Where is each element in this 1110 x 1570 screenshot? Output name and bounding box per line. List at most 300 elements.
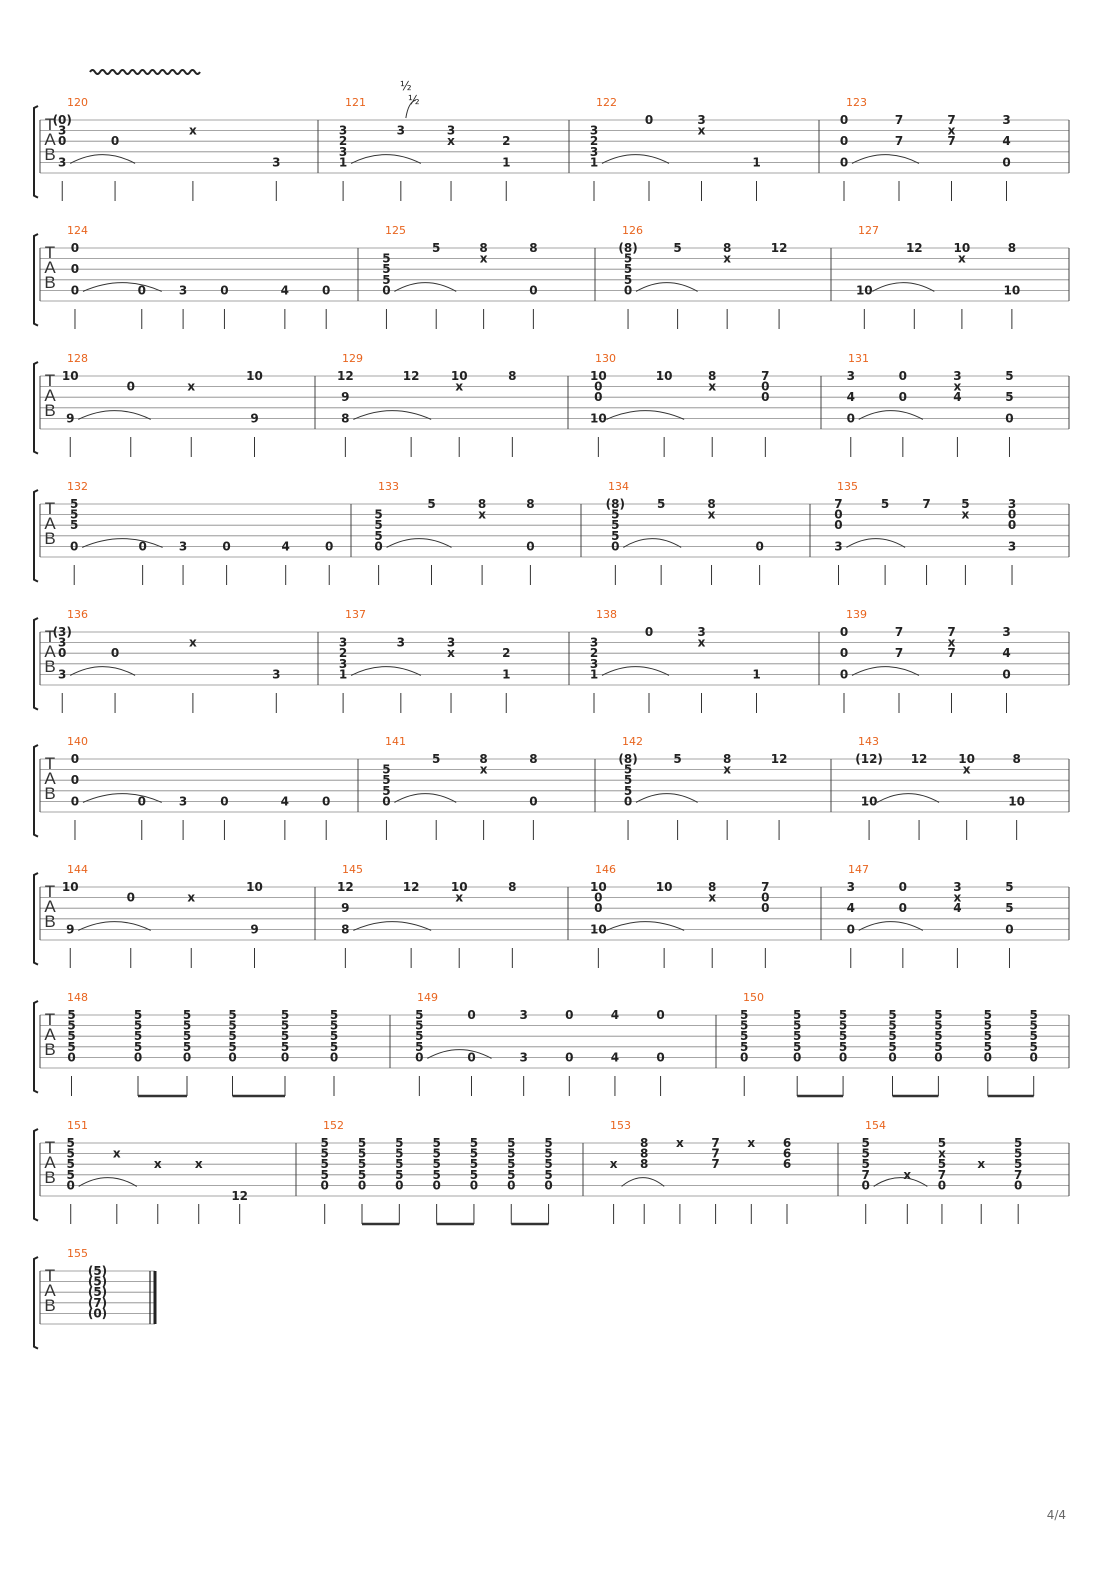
vibrato-marker bbox=[90, 70, 200, 74]
tab-note: x bbox=[708, 379, 717, 394]
tab-note: 5 bbox=[280, 1008, 290, 1022]
tab-clef-letter: T bbox=[44, 371, 56, 390]
tab-note: 5 bbox=[382, 783, 391, 798]
bend-label: ½ bbox=[400, 79, 412, 93]
tab-system bbox=[34, 608, 1069, 713]
tab-note: 5 bbox=[1005, 390, 1014, 405]
tab-note: 5 bbox=[432, 1167, 441, 1182]
tab-note: 5 bbox=[888, 1029, 897, 1044]
tab-note: 5 bbox=[469, 1167, 479, 1182]
tab-note: 7 bbox=[711, 1146, 720, 1161]
tab-clef-letter: T bbox=[44, 882, 56, 901]
tab-note: 0 bbox=[839, 646, 849, 661]
tab-note: 0 bbox=[623, 794, 633, 809]
tab-note: 5 bbox=[469, 1146, 479, 1161]
measure bbox=[374, 480, 534, 585]
tab-note: 5 bbox=[880, 497, 890, 511]
tab-note: 0 bbox=[839, 667, 849, 682]
measure-number: 137 bbox=[345, 608, 366, 621]
tab-note: 0 bbox=[133, 1050, 143, 1065]
tab-note: (8) bbox=[618, 752, 638, 766]
tab-note: 5 bbox=[432, 752, 441, 766]
tab-note: 5 bbox=[961, 497, 970, 511]
measure bbox=[618, 224, 787, 329]
system-bracket bbox=[34, 1257, 38, 1349]
tab-note: 5 bbox=[507, 1167, 516, 1182]
tab-note: 5 bbox=[133, 1018, 143, 1033]
measure-number: 130 bbox=[595, 352, 616, 365]
tab-note: 9 bbox=[66, 922, 75, 937]
measure bbox=[855, 735, 1025, 840]
measure bbox=[590, 608, 761, 713]
tab-note: 6 bbox=[782, 1157, 792, 1172]
tab-note: x bbox=[479, 762, 488, 777]
tab-note: 5 bbox=[1014, 1136, 1023, 1150]
tab-note: 5 bbox=[469, 1157, 479, 1172]
tab-note: 5 bbox=[673, 241, 682, 255]
tab-note: 5 bbox=[374, 528, 383, 543]
measure bbox=[321, 1119, 553, 1224]
measure-number: 131 bbox=[848, 352, 869, 365]
tab-note: 0 bbox=[656, 1008, 665, 1022]
measure bbox=[53, 96, 281, 201]
tab-note: 1 bbox=[502, 667, 511, 682]
tab-note: 5 bbox=[623, 262, 633, 277]
measure bbox=[53, 608, 281, 713]
tab-note: 5 bbox=[793, 1039, 802, 1054]
tab-note: 5 bbox=[67, 1029, 76, 1044]
measure bbox=[862, 1119, 1023, 1224]
tab-note: 5 bbox=[382, 262, 391, 277]
system-bracket bbox=[34, 618, 38, 710]
tab-note: 5 bbox=[66, 1136, 75, 1150]
tab-note: 4 bbox=[280, 283, 290, 298]
tab-note: 5 bbox=[133, 1039, 143, 1054]
tab-note: 5 bbox=[382, 272, 391, 287]
tab-note: 12 bbox=[770, 241, 788, 255]
tab-note: 9 bbox=[250, 922, 259, 937]
tab-note: 5 bbox=[544, 1136, 553, 1150]
tab-note: 0 bbox=[834, 518, 843, 533]
tab-note: 3 bbox=[338, 123, 348, 138]
tab-note: x bbox=[708, 890, 717, 905]
tab-note: 5 bbox=[329, 1008, 339, 1022]
tab-note: 8 bbox=[640, 1136, 649, 1150]
tab-note: 3 bbox=[697, 113, 706, 127]
tab-note: 0 bbox=[846, 411, 855, 426]
tab-clef-letter: B bbox=[44, 784, 56, 803]
tab-note: 2 bbox=[338, 646, 348, 661]
tab-note: 9 bbox=[341, 901, 350, 916]
tab-note: 10 bbox=[1003, 283, 1021, 298]
tab-note: 5 bbox=[740, 1008, 749, 1022]
tab-note: 5 bbox=[67, 1039, 76, 1054]
tab-note: 5 bbox=[280, 1039, 290, 1054]
tab-note: 3 bbox=[58, 667, 67, 682]
tab-note: 5 bbox=[432, 1136, 441, 1150]
tab-note: 0 bbox=[888, 1050, 897, 1065]
tab-note: 3 bbox=[846, 369, 855, 383]
tab-note: 1 bbox=[589, 667, 599, 682]
tab-note: 0 bbox=[137, 283, 146, 298]
tab-note: 5 bbox=[395, 1146, 404, 1161]
measure bbox=[339, 608, 511, 713]
measure bbox=[337, 863, 517, 968]
tab-clef-letter: B bbox=[44, 1296, 56, 1315]
tab-note: 5 bbox=[544, 1167, 553, 1182]
tab-note: 0 bbox=[983, 1050, 992, 1065]
tab-note: x bbox=[707, 507, 716, 522]
tab-note: 5 bbox=[1029, 1039, 1038, 1054]
tab-note: 5 bbox=[66, 1157, 75, 1172]
measure bbox=[67, 1119, 248, 1224]
tab-note: 0 bbox=[382, 283, 391, 298]
tab-note: 5 bbox=[983, 1008, 992, 1022]
tab-note: (5) bbox=[87, 1285, 108, 1300]
tab-note: 5 bbox=[983, 1029, 992, 1044]
tab-note: 3 bbox=[834, 539, 843, 554]
tab-note: x bbox=[947, 635, 956, 650]
tab-note: 9 bbox=[341, 390, 350, 405]
tab-note: 0 bbox=[357, 1178, 367, 1193]
tab-note: 3 bbox=[338, 635, 348, 650]
tab-note: (12) bbox=[855, 752, 883, 766]
tab-note: 4 bbox=[846, 390, 855, 405]
measure-number: 141 bbox=[385, 735, 406, 748]
measure-number: 145 bbox=[342, 863, 363, 876]
tab-note: 7 bbox=[947, 134, 956, 149]
tab-note: 5 bbox=[888, 1018, 897, 1033]
tab-note: 3 bbox=[272, 667, 281, 682]
tab-note: 0 bbox=[544, 1178, 553, 1193]
tab-note: 6 bbox=[782, 1136, 792, 1150]
tab-note: x bbox=[903, 1167, 912, 1182]
tab-note: 3 bbox=[953, 369, 962, 383]
tab-clef-letter: B bbox=[44, 1168, 56, 1187]
tab-note: 10 bbox=[246, 880, 263, 894]
tab-note: 7 bbox=[947, 625, 956, 639]
tab-note: 3 bbox=[446, 635, 456, 650]
tab-note: x bbox=[723, 762, 732, 777]
tab-note: 10 bbox=[450, 369, 468, 383]
tab-note: 0 bbox=[220, 794, 229, 809]
tab-note: 5 bbox=[320, 1167, 329, 1182]
tab-note: 10 bbox=[590, 922, 607, 937]
tab-note: 0 bbox=[469, 1178, 479, 1193]
measure-number: 126 bbox=[622, 224, 643, 237]
tab-note: 10 bbox=[655, 369, 673, 383]
tab-note: 0 bbox=[70, 539, 79, 554]
tab-note: 5 bbox=[934, 1018, 943, 1033]
tab-note: 10 bbox=[953, 241, 971, 255]
tab-note: 7 bbox=[894, 134, 904, 149]
tab-clef-letter: A bbox=[44, 1153, 56, 1172]
tab-note: 2 bbox=[338, 134, 348, 149]
tab-note: 8 bbox=[1012, 752, 1021, 766]
measure bbox=[67, 224, 330, 329]
measure-number: 150 bbox=[743, 991, 764, 1004]
measure bbox=[382, 735, 537, 840]
tab-note: 8 bbox=[529, 241, 538, 255]
tab-note: 0 bbox=[70, 262, 80, 277]
tab-note: 0 bbox=[322, 283, 331, 298]
tab-note: 7 bbox=[894, 113, 904, 127]
tab-note: 5 bbox=[861, 1136, 870, 1150]
tab-note: 6 bbox=[782, 1146, 792, 1161]
tab-system bbox=[34, 735, 1069, 840]
tab-note: 5 bbox=[70, 518, 79, 533]
tab-note: 2 bbox=[502, 134, 511, 149]
system-bracket bbox=[34, 490, 38, 582]
tab-note: 5 bbox=[133, 1008, 143, 1022]
tab-note: 5 bbox=[888, 1039, 897, 1054]
tab-note: 7 bbox=[937, 1167, 947, 1182]
tab-note: 5 bbox=[861, 1157, 870, 1172]
tab-note: 5 bbox=[320, 1136, 329, 1150]
tab-note: 0 bbox=[126, 890, 135, 905]
tab-note: 0 bbox=[761, 901, 770, 916]
tab-note: 0 bbox=[846, 922, 855, 937]
tab-note: 5 bbox=[623, 762, 633, 777]
measure bbox=[610, 1119, 791, 1224]
tab-note: 0 bbox=[565, 1050, 574, 1065]
measure bbox=[62, 352, 263, 457]
tab-note: 8 bbox=[508, 369, 517, 383]
tab-note: 8 bbox=[529, 752, 538, 766]
tab-note: 8 bbox=[722, 241, 732, 255]
tab-clef-letter: T bbox=[44, 627, 56, 646]
tab-note: 5 bbox=[329, 1018, 339, 1033]
tab-note: 5 bbox=[623, 783, 633, 798]
tab-note: 5 bbox=[838, 1029, 848, 1044]
tab-note: 0 bbox=[565, 1008, 574, 1022]
tab-note: 10 bbox=[655, 880, 673, 894]
tab-note: 5 bbox=[70, 497, 79, 511]
tab-note: 5 bbox=[228, 1039, 237, 1054]
measure bbox=[382, 224, 537, 329]
tab-note: 7 bbox=[711, 1136, 720, 1150]
tab-note: 3 bbox=[589, 656, 599, 671]
tab-note: 0 bbox=[58, 646, 67, 661]
tab-note: 3 bbox=[1007, 539, 1017, 554]
tab-note: (5) bbox=[87, 1274, 108, 1289]
tab-note: 5 bbox=[673, 752, 682, 766]
tab-note: 3 bbox=[589, 144, 599, 159]
tab-note: 5 bbox=[544, 1157, 553, 1172]
tab-note: 10 bbox=[61, 880, 79, 894]
measure-number: 129 bbox=[342, 352, 363, 365]
tab-note: 5 bbox=[623, 773, 633, 788]
tab-note: 5 bbox=[544, 1146, 553, 1161]
tab-note: 0 bbox=[322, 794, 331, 809]
tab-clef-letter: A bbox=[44, 897, 56, 916]
tab-note: 5 bbox=[888, 1008, 897, 1022]
tab-note: 5 bbox=[740, 1029, 749, 1044]
measure-number: 132 bbox=[67, 480, 88, 493]
tab-system bbox=[34, 352, 1069, 457]
measure bbox=[847, 863, 1014, 968]
tab-note: 8 bbox=[708, 880, 717, 894]
tab-note: 3 bbox=[589, 635, 599, 650]
tab-clef-letter: A bbox=[44, 130, 56, 149]
tab-system bbox=[34, 79, 1069, 201]
tab-note: x bbox=[953, 379, 962, 394]
tab-note: 3 bbox=[178, 794, 188, 809]
tab-note: 5 bbox=[740, 1018, 749, 1033]
system-bracket bbox=[34, 745, 38, 837]
tab-note: 5 bbox=[1029, 1029, 1038, 1044]
tab-note: 0 bbox=[220, 283, 229, 298]
tab-note: 0 bbox=[529, 283, 538, 298]
tab-note: 12 bbox=[231, 1189, 249, 1203]
tab-note: 0 bbox=[126, 379, 135, 394]
tab-note: 3 bbox=[446, 123, 456, 138]
tab-clef-letter: A bbox=[44, 514, 56, 533]
tab-note: 5 bbox=[611, 518, 620, 533]
tab-note: 10 bbox=[246, 369, 263, 383]
tab-note: (3) bbox=[52, 625, 72, 639]
tab-note: x bbox=[194, 1157, 203, 1172]
tab-note: 3 bbox=[58, 155, 67, 170]
tab-note: 5 bbox=[611, 528, 620, 543]
tab-note: 4 bbox=[953, 390, 962, 405]
tab-note: 4 bbox=[610, 1050, 620, 1065]
tab-note: 0 bbox=[432, 1178, 441, 1193]
tab-note: 0 bbox=[644, 625, 654, 639]
tab-note: x bbox=[455, 379, 464, 394]
measure bbox=[834, 480, 1016, 585]
tab-note: 8 bbox=[707, 497, 716, 511]
tab-note: x bbox=[189, 123, 197, 138]
tab-clef-letter: B bbox=[44, 145, 56, 164]
measure-number: 155 bbox=[67, 1247, 88, 1260]
tab-note: 0 bbox=[526, 539, 535, 554]
tab-note: 0 bbox=[839, 134, 849, 149]
tab-note: (0) bbox=[52, 113, 72, 127]
measure-number: 138 bbox=[596, 608, 617, 621]
tab-note: x bbox=[961, 507, 970, 522]
tab-note: 8 bbox=[508, 880, 517, 894]
tab-clef-letter: T bbox=[44, 1138, 56, 1157]
tab-note: 0 bbox=[611, 539, 620, 554]
measure-number: 147 bbox=[848, 863, 869, 876]
tab-note: 5 bbox=[1014, 1157, 1023, 1172]
tab-clef-letter: A bbox=[44, 386, 56, 405]
tab-note: 12 bbox=[905, 241, 923, 255]
measure-number: 148 bbox=[67, 991, 88, 1004]
tab-note: 5 bbox=[983, 1018, 992, 1033]
tab-note: 7 bbox=[761, 880, 770, 894]
tab-note: 5 bbox=[280, 1029, 290, 1044]
tab-note: x bbox=[747, 1136, 756, 1150]
tab-note: x bbox=[938, 1146, 946, 1161]
tab-note: 3 bbox=[58, 635, 67, 650]
tab-note: 5 bbox=[793, 1029, 802, 1044]
tab-note: 0 bbox=[280, 1050, 290, 1065]
tab-note: x bbox=[478, 507, 486, 522]
tab-note: 3 bbox=[953, 880, 962, 894]
tab-note: 1 bbox=[589, 155, 599, 170]
tab-system bbox=[34, 991, 1069, 1096]
tab-note: 0 bbox=[138, 539, 147, 554]
measure-number: 146 bbox=[595, 863, 616, 876]
tab-note: 10 bbox=[860, 794, 878, 809]
tab-note: 0 bbox=[656, 1050, 665, 1065]
tab-note: 5 bbox=[329, 1039, 339, 1054]
tab-system bbox=[34, 1119, 1069, 1224]
tab-system bbox=[34, 224, 1069, 329]
tab-note: 0 bbox=[467, 1050, 476, 1065]
tab-note: 0 bbox=[1007, 507, 1017, 522]
tab-clef-letter: T bbox=[44, 754, 56, 773]
tab-note: 10 bbox=[590, 369, 607, 383]
tab-note: 7 bbox=[711, 1157, 720, 1172]
tab-note: 2 bbox=[589, 134, 599, 149]
tab-note: 12 bbox=[770, 752, 788, 766]
tab-note: 5 bbox=[623, 272, 633, 287]
tab-note: 1 bbox=[752, 155, 761, 170]
measure bbox=[415, 991, 665, 1096]
tab-note: 8 bbox=[640, 1157, 649, 1172]
tab-note: 0 bbox=[1002, 667, 1011, 682]
tab-note: 3 bbox=[396, 123, 406, 138]
measure bbox=[606, 480, 764, 585]
tab-note: 5 bbox=[1005, 880, 1014, 894]
tab-note: 0 bbox=[395, 1178, 404, 1193]
tab-note: 0 bbox=[740, 1050, 749, 1065]
tab-note: 5 bbox=[507, 1157, 516, 1172]
tab-note: 0 bbox=[755, 539, 764, 554]
tab-note: 3 bbox=[58, 123, 67, 138]
tab-note: 8 bbox=[479, 752, 488, 766]
measure bbox=[590, 863, 770, 968]
tab-note: 0 bbox=[898, 880, 908, 894]
tab-note: 4 bbox=[1002, 646, 1011, 661]
tab-note: 0 bbox=[222, 539, 231, 554]
tab-note: 5 bbox=[432, 241, 441, 255]
tab-note: 0 bbox=[1029, 1050, 1038, 1065]
tab-note: 10 bbox=[958, 752, 976, 766]
tab-note: 0 bbox=[467, 1008, 476, 1022]
tab-note: 0 bbox=[761, 390, 770, 405]
tab-note: 12 bbox=[402, 369, 420, 383]
tab-note: 5 bbox=[66, 1167, 75, 1182]
measure-number: 136 bbox=[67, 608, 88, 621]
tab-note: 4 bbox=[846, 901, 855, 916]
tab-note: 3 bbox=[1002, 113, 1011, 127]
tab-note: 5 bbox=[357, 1157, 367, 1172]
tab-note: (5) bbox=[87, 1264, 108, 1278]
tab-note: 5 bbox=[469, 1136, 479, 1150]
tab-note: 0 bbox=[793, 1050, 802, 1065]
tab-clef-letter: B bbox=[44, 401, 56, 420]
tab-note: 5 bbox=[395, 1167, 404, 1182]
tab-note: 5 bbox=[432, 1157, 441, 1172]
tab-note: x bbox=[958, 251, 966, 266]
tab-note: 12 bbox=[337, 880, 354, 894]
tab-clef-letter: A bbox=[44, 258, 56, 277]
tab-clef-letter: T bbox=[44, 243, 56, 262]
tab-note: x bbox=[455, 890, 464, 905]
tab-note: x bbox=[697, 123, 706, 138]
tab-note: x bbox=[189, 635, 197, 650]
measure bbox=[67, 735, 330, 840]
tab-note: x bbox=[676, 1136, 684, 1150]
tab-note: 8 bbox=[708, 369, 717, 383]
tab-note: 5 bbox=[1005, 901, 1014, 916]
tab-clef-letter: A bbox=[44, 769, 56, 788]
system-bracket bbox=[34, 362, 38, 454]
